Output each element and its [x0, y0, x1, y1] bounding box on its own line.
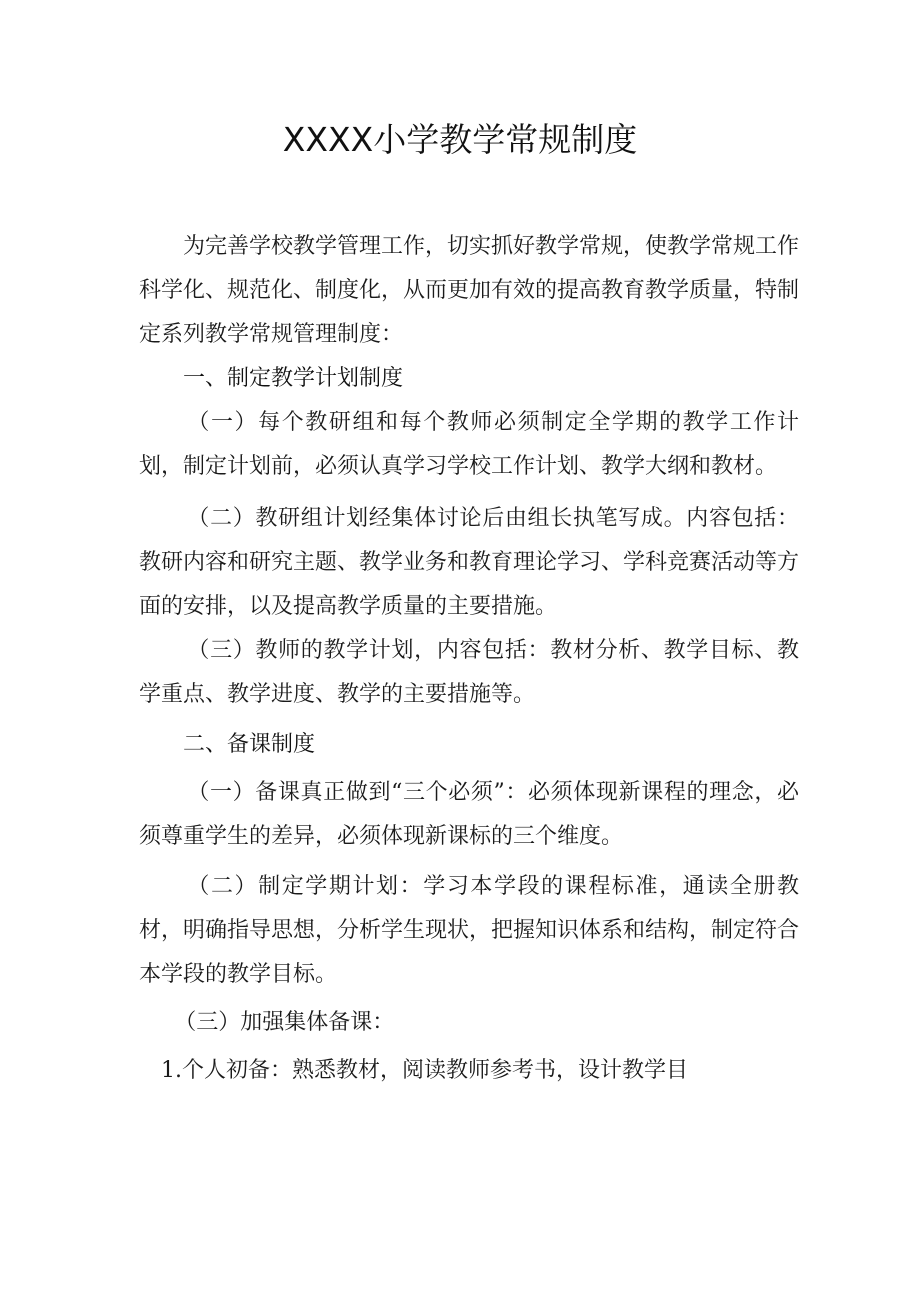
- section1-item-3: （三）教师的教学计划，内容包括：教材分析、教学目标、教学重点、教学进度、教学的主要措施等。: [139, 638, 799, 707]
- section-heading-lesson-prep: 二、备课制度: [183, 732, 316, 757]
- intro-paragraph: 为完善学校教学管理工作，切实抓好教学常规，使教学常规工作科学化、规范化、制度化，从而更加有效的提高教育教学质量，特制定系列教学常规管理制度：: [139, 234, 800, 347]
- section1-item-2: （二）教研组计划经集体讨论后由组长执笔写成。内容包括：教研内容和研究主题、教学业务和教育理论学习、学科竞赛活动等方面的安排，以及提高教学质量的主要措施。: [139, 506, 800, 619]
- section2-item-2: （二）制定学期计划：学习本学段的课程标准，通读全册教材，明确指导思想，分析学生现状，把握知识体系和结构，制定符合本学段的教学目标。: [139, 874, 800, 987]
- section-heading-teaching-plan: 一、制定教学计划制度: [183, 366, 404, 391]
- section2-item-3: （三）加强集体备课：: [174, 1010, 395, 1035]
- section1-item-1: （一）每个教研组和每个教师必须制定全学期的教学工作计划，制定计划前，必须认真学习学校工作计划、教学大纲和教材。: [139, 410, 799, 479]
- section2-item-4: 1.个人初备：熟悉教材，阅读教师参考书，设计教学目: [161, 1058, 688, 1083]
- section2-item-1: （一）备课真正做到“三个必须”：必须体现新课程的理念，必须尊重学生的差异，必须体现新课标的三个维度。: [139, 780, 799, 849]
- document-body: [139, 225, 799, 1093]
- document-title: XXXX小学教学常规制度: [282, 120, 638, 159]
